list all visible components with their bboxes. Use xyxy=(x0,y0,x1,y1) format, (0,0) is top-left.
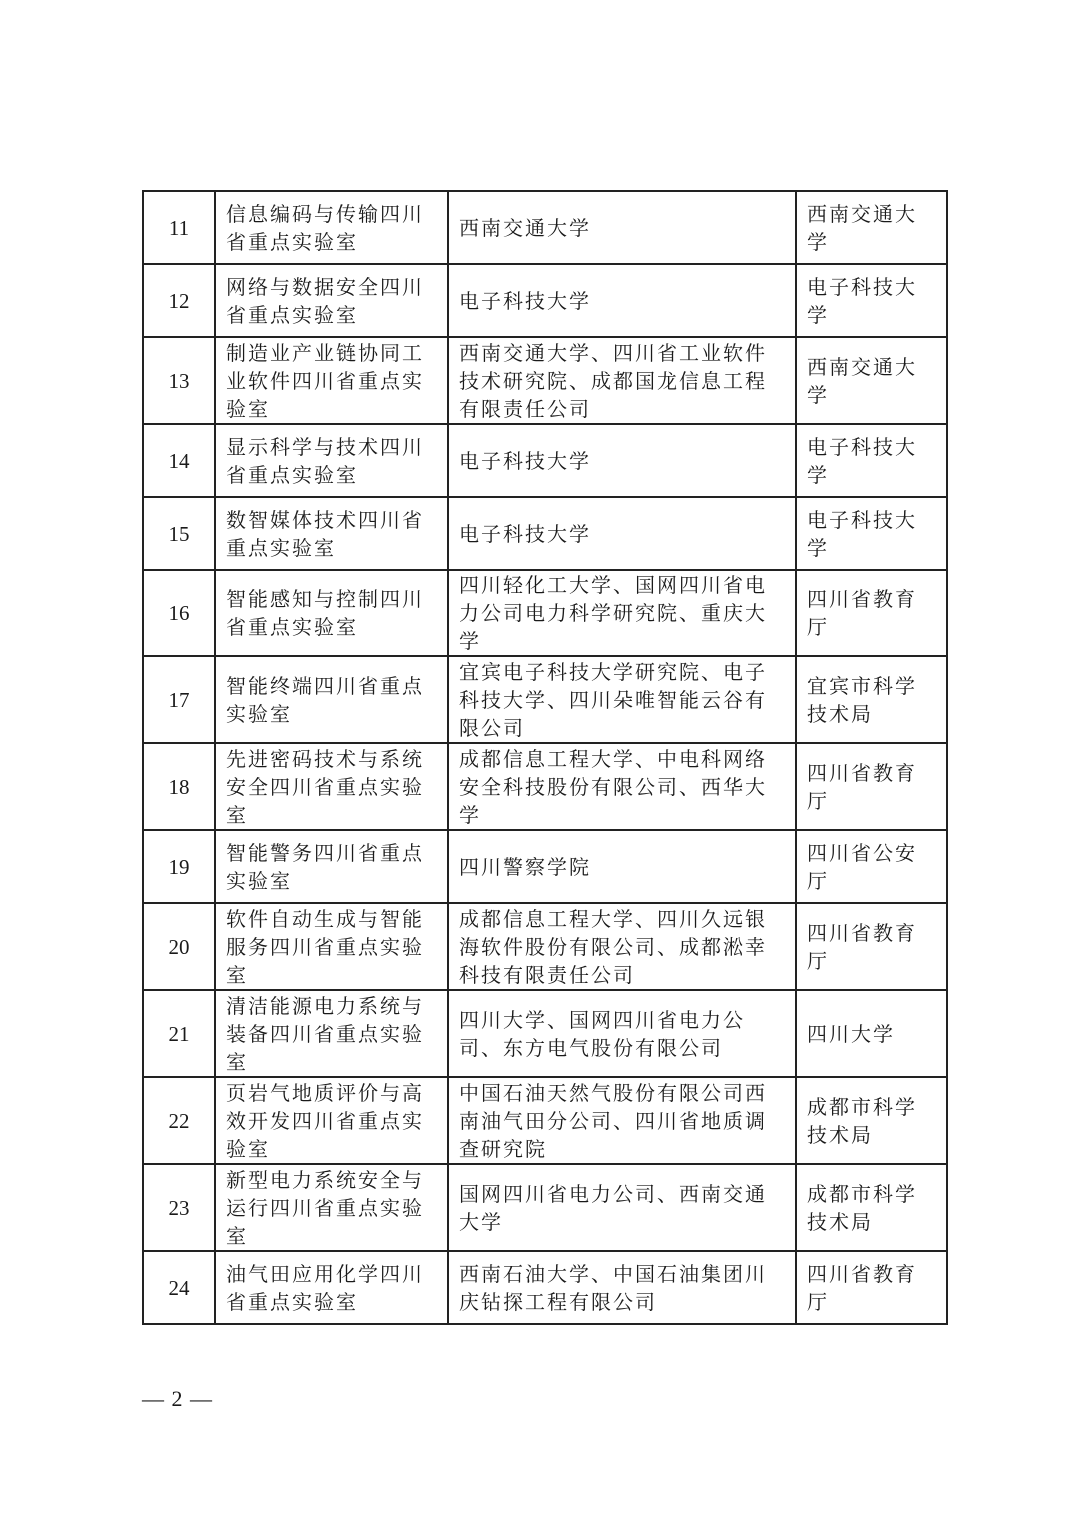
lab-units: 国网四川省电力公司、西南交通大学 xyxy=(448,1164,796,1251)
lab-name: 智能终端四川省重点实验室 xyxy=(215,656,448,743)
lab-authority: 宜宾市科学技术局 xyxy=(796,656,947,743)
lab-units: 成都信息工程大学、中电科网络安全科技股份有限公司、西华大学 xyxy=(448,743,796,830)
lab-name: 软件自动生成与智能服务四川省重点实验室 xyxy=(215,903,448,990)
table-row xyxy=(143,656,947,743)
lab-list-table xyxy=(142,190,948,1325)
lab-units: 四川警察学院 xyxy=(448,830,796,903)
lab-name: 显示科学与技术四川省重点实验室 xyxy=(215,424,448,497)
lab-name: 油气田应用化学四川省重点实验室 xyxy=(215,1251,448,1324)
lab-authority: 四川省教育厅 xyxy=(796,743,947,830)
lab-authority: 四川省教育厅 xyxy=(796,1251,947,1324)
table-row xyxy=(143,497,947,570)
lab-name: 信息编码与传输四川省重点实验室 xyxy=(215,191,448,264)
row-number: 19 xyxy=(143,830,215,903)
table-row xyxy=(143,264,947,337)
row-number: 21 xyxy=(143,990,215,1077)
lab-units: 西南交通大学 xyxy=(448,191,796,264)
table-row xyxy=(143,1251,947,1324)
lab-authority: 电子科技大学 xyxy=(796,264,947,337)
table-row xyxy=(143,903,947,990)
lab-authority: 四川大学 xyxy=(796,990,947,1077)
table-row xyxy=(143,570,947,656)
lab-authority: 四川省教育厅 xyxy=(796,903,947,990)
lab-name: 智能警务四川省重点实验室 xyxy=(215,830,448,903)
lab-units: 四川大学、国网四川省电力公司、东方电气股份有限公司 xyxy=(448,990,796,1077)
lab-units: 四川轻化工大学、国网四川省电力公司电力科学研究院、重庆大学 xyxy=(448,570,796,656)
table-row xyxy=(143,990,947,1077)
lab-name: 新型电力系统安全与运行四川省重点实验室 xyxy=(215,1164,448,1251)
lab-name: 页岩气地质评价与高效开发四川省重点实验室 xyxy=(215,1077,448,1164)
lab-units: 电子科技大学 xyxy=(448,264,796,337)
table-row xyxy=(143,424,947,497)
lab-name: 智能感知与控制四川省重点实验室 xyxy=(215,570,448,656)
lab-authority: 西南交通大学 xyxy=(796,191,947,264)
lab-units: 西南交通大学、四川省工业软件技术研究院、成都国龙信息工程有限责任公司 xyxy=(448,337,796,424)
row-number: 14 xyxy=(143,424,215,497)
lab-units: 成都信息工程大学、四川久远银海软件股份有限公司、成都淞幸科技有限责任公司 xyxy=(448,903,796,990)
lab-authority: 电子科技大学 xyxy=(796,497,947,570)
lab-name: 先进密码技术与系统安全四川省重点实验室 xyxy=(215,743,448,830)
table-row xyxy=(143,1164,947,1251)
table-row xyxy=(143,1077,947,1164)
lab-units: 电子科技大学 xyxy=(448,424,796,497)
lab-authority: 四川省教育厅 xyxy=(796,570,947,656)
lab-units: 电子科技大学 xyxy=(448,497,796,570)
lab-name: 清洁能源电力系统与装备四川省重点实验室 xyxy=(215,990,448,1077)
row-number: 17 xyxy=(143,656,215,743)
row-number: 13 xyxy=(143,337,215,424)
table-row xyxy=(143,191,947,264)
row-number: 18 xyxy=(143,743,215,830)
lab-units: 中国石油天然气股份有限公司西南油气田分公司、四川省地质调查研究院 xyxy=(448,1077,796,1164)
lab-units: 西南石油大学、中国石油集团川庆钻探工程有限公司 xyxy=(448,1251,796,1324)
page-number: — 2 — xyxy=(142,1386,213,1411)
lab-name: 制造业产业链协同工业软件四川省重点实验室 xyxy=(215,337,448,424)
table-row xyxy=(143,830,947,903)
lab-authority: 成都市科学技术局 xyxy=(796,1164,947,1251)
row-number: 20 xyxy=(143,903,215,990)
lab-units: 宜宾电子科技大学研究院、电子科技大学、四川朵唯智能云谷有限公司 xyxy=(448,656,796,743)
lab-authority: 成都市科学技术局 xyxy=(796,1077,947,1164)
lab-name: 网络与数据安全四川省重点实验室 xyxy=(215,264,448,337)
lab-authority: 四川省公安厅 xyxy=(796,830,947,903)
row-number: 11 xyxy=(143,191,215,264)
row-number: 23 xyxy=(143,1164,215,1251)
lab-authority: 西南交通大学 xyxy=(796,337,947,424)
lab-table-body xyxy=(143,191,947,1324)
table-row xyxy=(143,337,947,424)
row-number: 12 xyxy=(143,264,215,337)
row-number: 15 xyxy=(143,497,215,570)
lab-name: 数智媒体技术四川省重点实验室 xyxy=(215,497,448,570)
row-number: 24 xyxy=(143,1251,215,1324)
row-number: 22 xyxy=(143,1077,215,1164)
table-row xyxy=(143,743,947,830)
lab-authority: 电子科技大学 xyxy=(796,424,947,497)
row-number: 16 xyxy=(143,570,215,656)
